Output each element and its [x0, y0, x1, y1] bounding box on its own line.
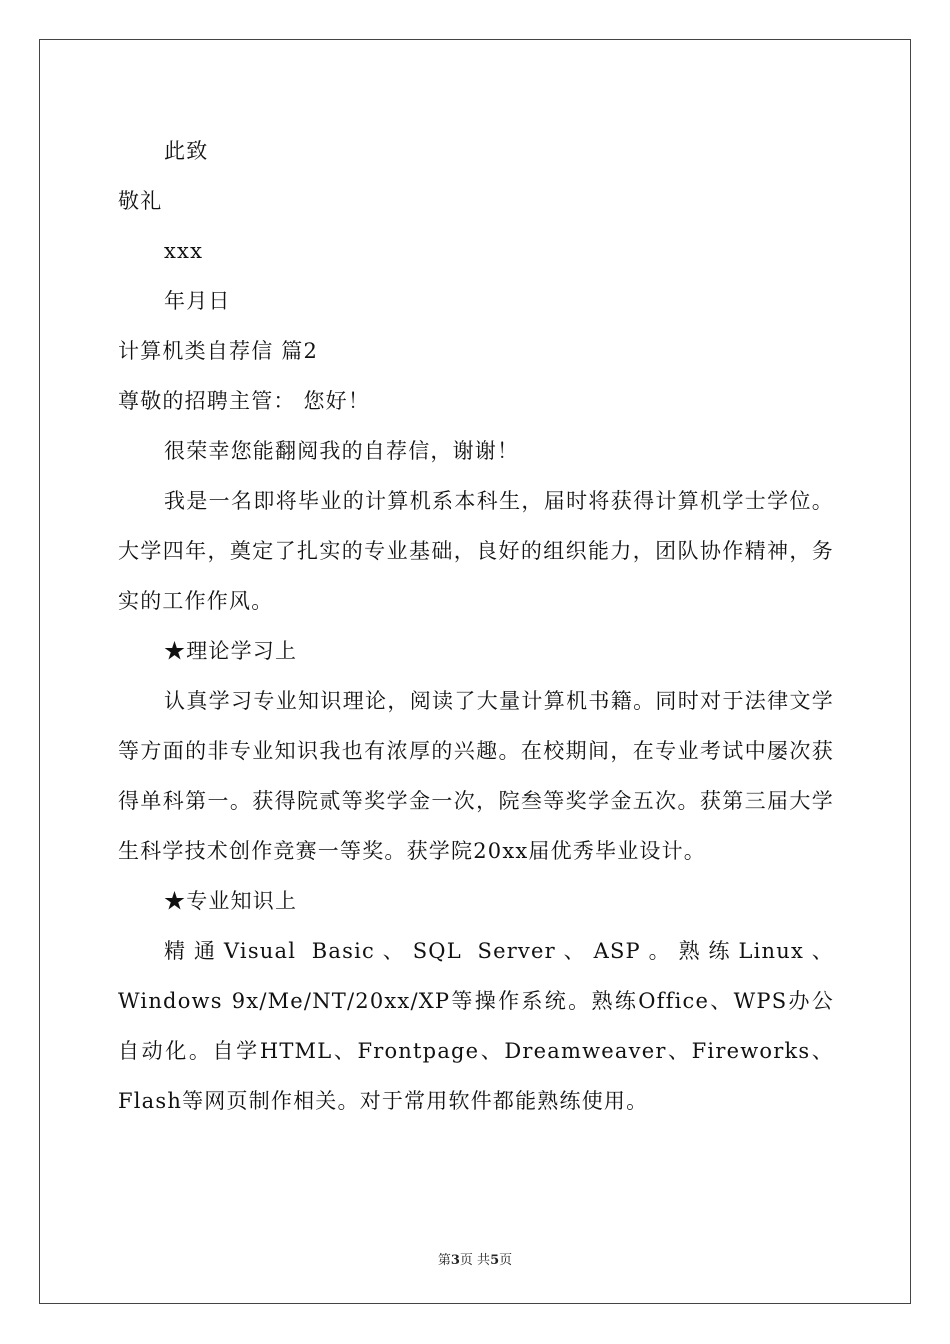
heading-theory: ★理论学习上	[164, 639, 298, 663]
signature: xxx	[164, 239, 204, 263]
page-footer	[0, 1249, 950, 1268]
closing-line-1: 此致	[164, 139, 209, 163]
paragraph-theory: 认真学习专业知识理论，阅读了大量计算机书籍。同时对于法律文学等方面的非专业知识我也有浓厚的兴趣。在校期间，在专业考试中屡次获得单科第一。获得院贰等奖学金一次，院叁等奖学金五次。获第三届大学生科学技术创作竞赛一等奖。获学院20xx届优秀毕业设计。	[118, 689, 834, 863]
paragraph-skills: 精通Visual Basic、SQL Server、ASP。熟练Linux、Windows 9x/Me/NT/20xx/XP等操作系统。熟练Office、WPS办公自动化。自学HTML、Frontpage、Dreamweaver、Fireworks、Flash等网页制作相关。对于常用软件都能熟练使用。	[118, 939, 834, 1113]
footer-prefix: 第	[437, 1253, 451, 1268]
footer-total-pages: 5	[490, 1253, 500, 1268]
section-title: 计算机类自荐信 篇2	[118, 339, 319, 363]
heading-skills: ★专业知识上	[164, 889, 298, 913]
paragraph-intro: 我是一名即将毕业的计算机系本科生，届时将获得计算机学士学位。大学四年，奠定了扎实的专业基础，良好的组织能力，团队协作精神，务实的工作作风。	[118, 489, 834, 613]
date-line: 年月日	[164, 289, 231, 313]
salutation: 尊敬的招聘主管： 您好！	[118, 389, 371, 413]
closing-line-2: 敬礼	[118, 189, 163, 213]
footer-suffix: 页	[499, 1253, 513, 1268]
footer-mid: 页 共	[459, 1253, 491, 1268]
document-body	[118, 126, 834, 1126]
footer-current-page: 3	[450, 1253, 460, 1268]
paragraph-thanks: 很荣幸您能翻阅我的自荐信，谢谢！	[164, 439, 520, 463]
